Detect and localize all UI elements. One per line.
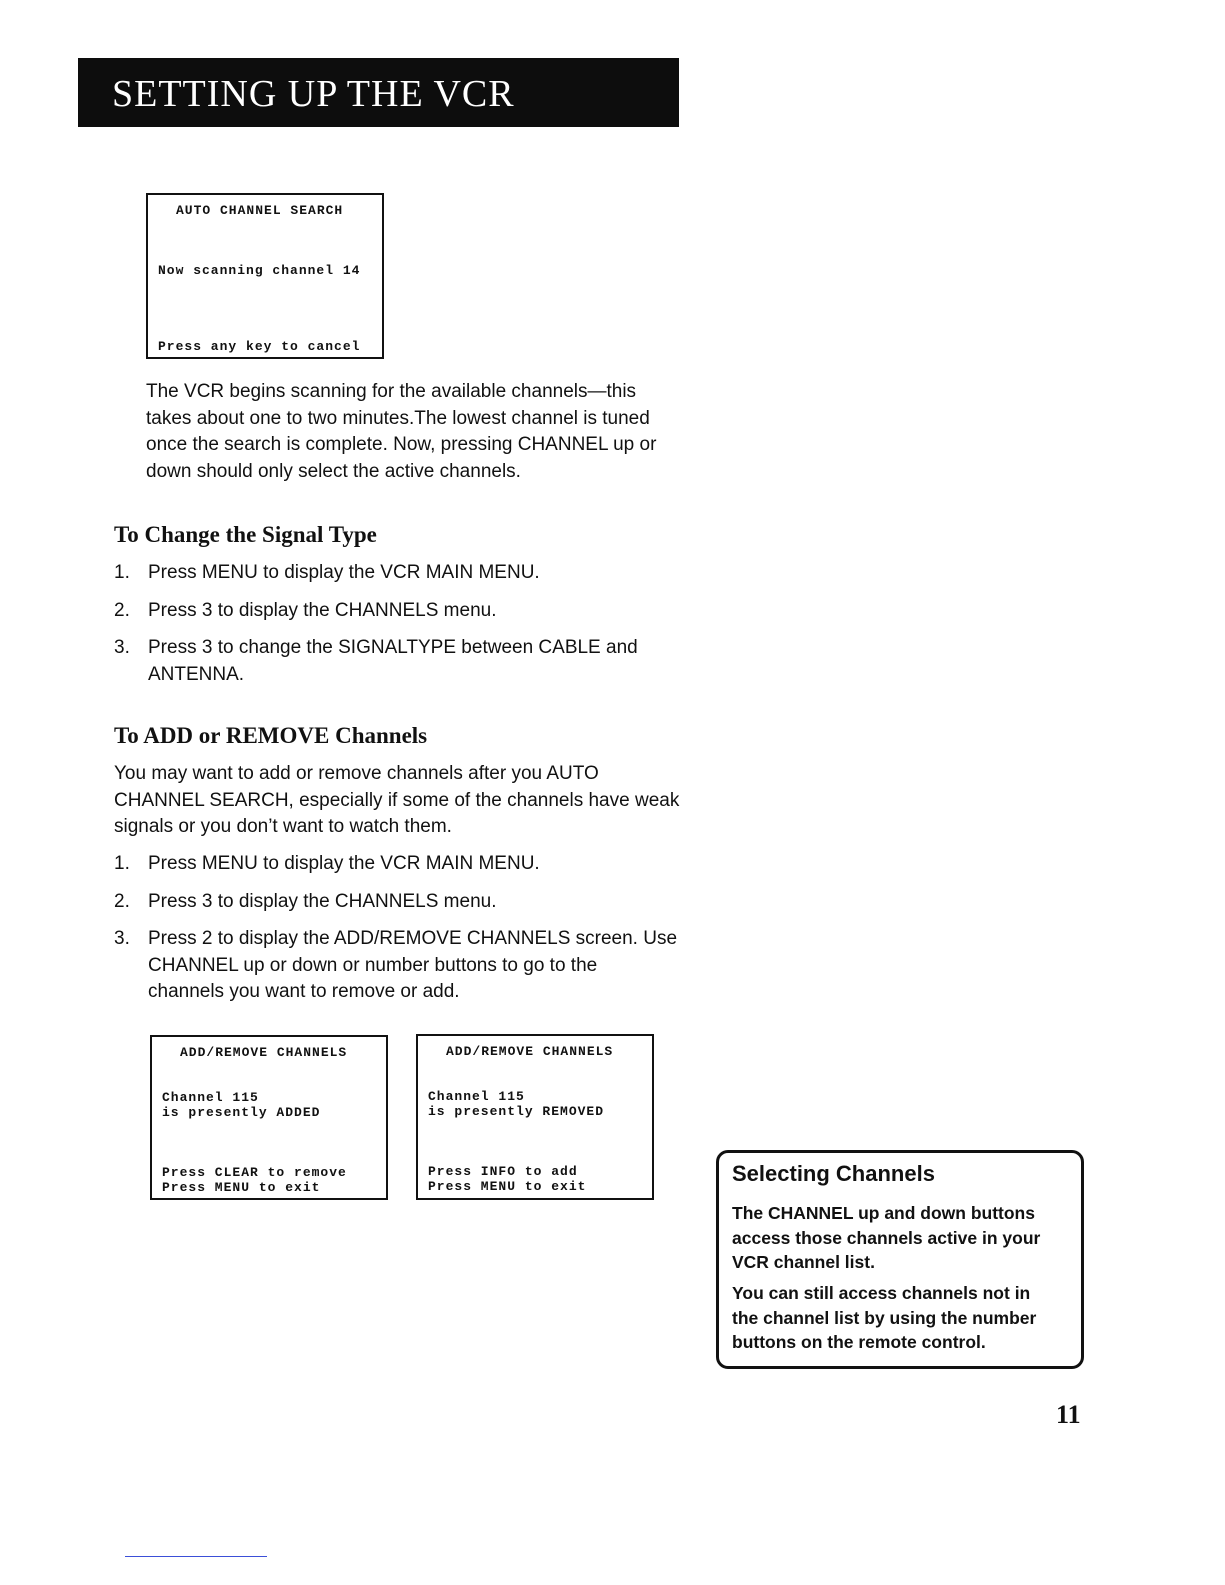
text-line: once the search is complete. Now, pressing CHANNEL up or xyxy=(146,434,657,455)
callout-paragraph xyxy=(732,1281,1072,1355)
screen-title: ADD/REMOVE CHANNELS xyxy=(446,1044,614,1059)
screen-line: Channel 115 xyxy=(162,1090,259,1105)
text-line: access those channels active in your xyxy=(732,1227,1041,1248)
text-line: buttons on the remote control. xyxy=(732,1332,986,1352)
text-line: down should only select the active channels. xyxy=(146,460,521,482)
text-line: The VCR begins scanning for the available channels—this xyxy=(146,381,637,402)
step-text xyxy=(148,598,497,625)
step-number: 1. xyxy=(114,853,130,874)
page-number: 11 xyxy=(1056,1400,1081,1429)
callout-paragraph xyxy=(732,1201,1072,1275)
text-line: channels you want to remove or add. xyxy=(148,981,460,1002)
text-line: VCR channel list. xyxy=(732,1252,875,1272)
screen-line: is presently ADDED xyxy=(162,1105,321,1120)
screen-line: is presently REMOVED xyxy=(428,1104,605,1119)
screen-footer: Press INFO to add xyxy=(428,1164,578,1179)
step-number: 2. xyxy=(114,891,130,912)
text-line: takes about one to two minutes.The lowest channel is tuned xyxy=(146,407,650,429)
screen-line: Now scanning channel 14 xyxy=(158,263,361,278)
text-line: The CHANNEL up and down buttons xyxy=(732,1203,1035,1223)
text-line: ANTENNA. xyxy=(148,663,245,685)
step-number: 3. xyxy=(114,637,130,658)
text-line: Press MENU to display the VCR MAIN MENU. xyxy=(148,853,540,874)
screen-footer: Press CLEAR to remove xyxy=(162,1165,347,1180)
add-remove-intro xyxy=(114,761,714,841)
auto-channel-search-screen xyxy=(146,193,384,359)
callout-title: Selecting Channels xyxy=(732,1161,935,1186)
step-number: 2. xyxy=(114,600,130,621)
screen-line: Channel 115 xyxy=(428,1089,525,1104)
step-text xyxy=(148,635,638,688)
screen-footer: Press any key to cancel xyxy=(158,339,361,354)
screen-footer: Press MENU to exit xyxy=(162,1180,321,1195)
text-line: Press MENU to display the VCR MAIN MENU. xyxy=(148,562,540,583)
footer-rule xyxy=(125,1556,267,1557)
step-text xyxy=(148,560,540,587)
page-title: SETTING UP THE VCR xyxy=(112,73,515,115)
text-line: You may want to add or remove channels after you AUTO xyxy=(114,763,599,784)
screen-footer: Press MENU to exit xyxy=(428,1179,587,1194)
channel-added-screen xyxy=(150,1035,388,1200)
screen-title: AUTO CHANNEL SEARCH xyxy=(176,203,344,218)
text-line: the channel list by using the number xyxy=(732,1307,1037,1328)
step-text xyxy=(148,851,540,878)
text-line: You can still access channels not in xyxy=(732,1283,1031,1303)
step-text xyxy=(148,889,497,916)
step-number: 3. xyxy=(114,928,130,949)
text-line: Press 3 to display the CHANNELS menu. xyxy=(148,600,497,621)
step-text xyxy=(148,926,677,1006)
text-line: Press 3 to display the CHANNELS menu. xyxy=(148,891,497,912)
channel-removed-screen xyxy=(416,1034,654,1200)
text-line: Press 2 to display the ADD/REMOVE CHANNELS screen. Use xyxy=(148,928,678,949)
intro-paragraph xyxy=(146,379,706,485)
page-header xyxy=(78,58,679,127)
text-line: CHANNEL SEARCH, especially if some of the channels have weak xyxy=(114,789,680,811)
text-line: CHANNEL up or down or number buttons to go to the xyxy=(148,954,598,976)
add-remove-heading: To ADD or REMOVE Channels xyxy=(114,723,428,748)
selecting-channels-callout xyxy=(716,1150,1084,1369)
signal-type-heading: To Change the Signal Type xyxy=(114,522,377,547)
step-number: 1. xyxy=(114,562,130,583)
text-line: Press 3 to change the SIGNALTYPE between CABLE and xyxy=(148,637,638,658)
screen-title: ADD/REMOVE CHANNELS xyxy=(180,1045,348,1060)
text-line: signals or you don’t want to watch them. xyxy=(114,816,452,837)
